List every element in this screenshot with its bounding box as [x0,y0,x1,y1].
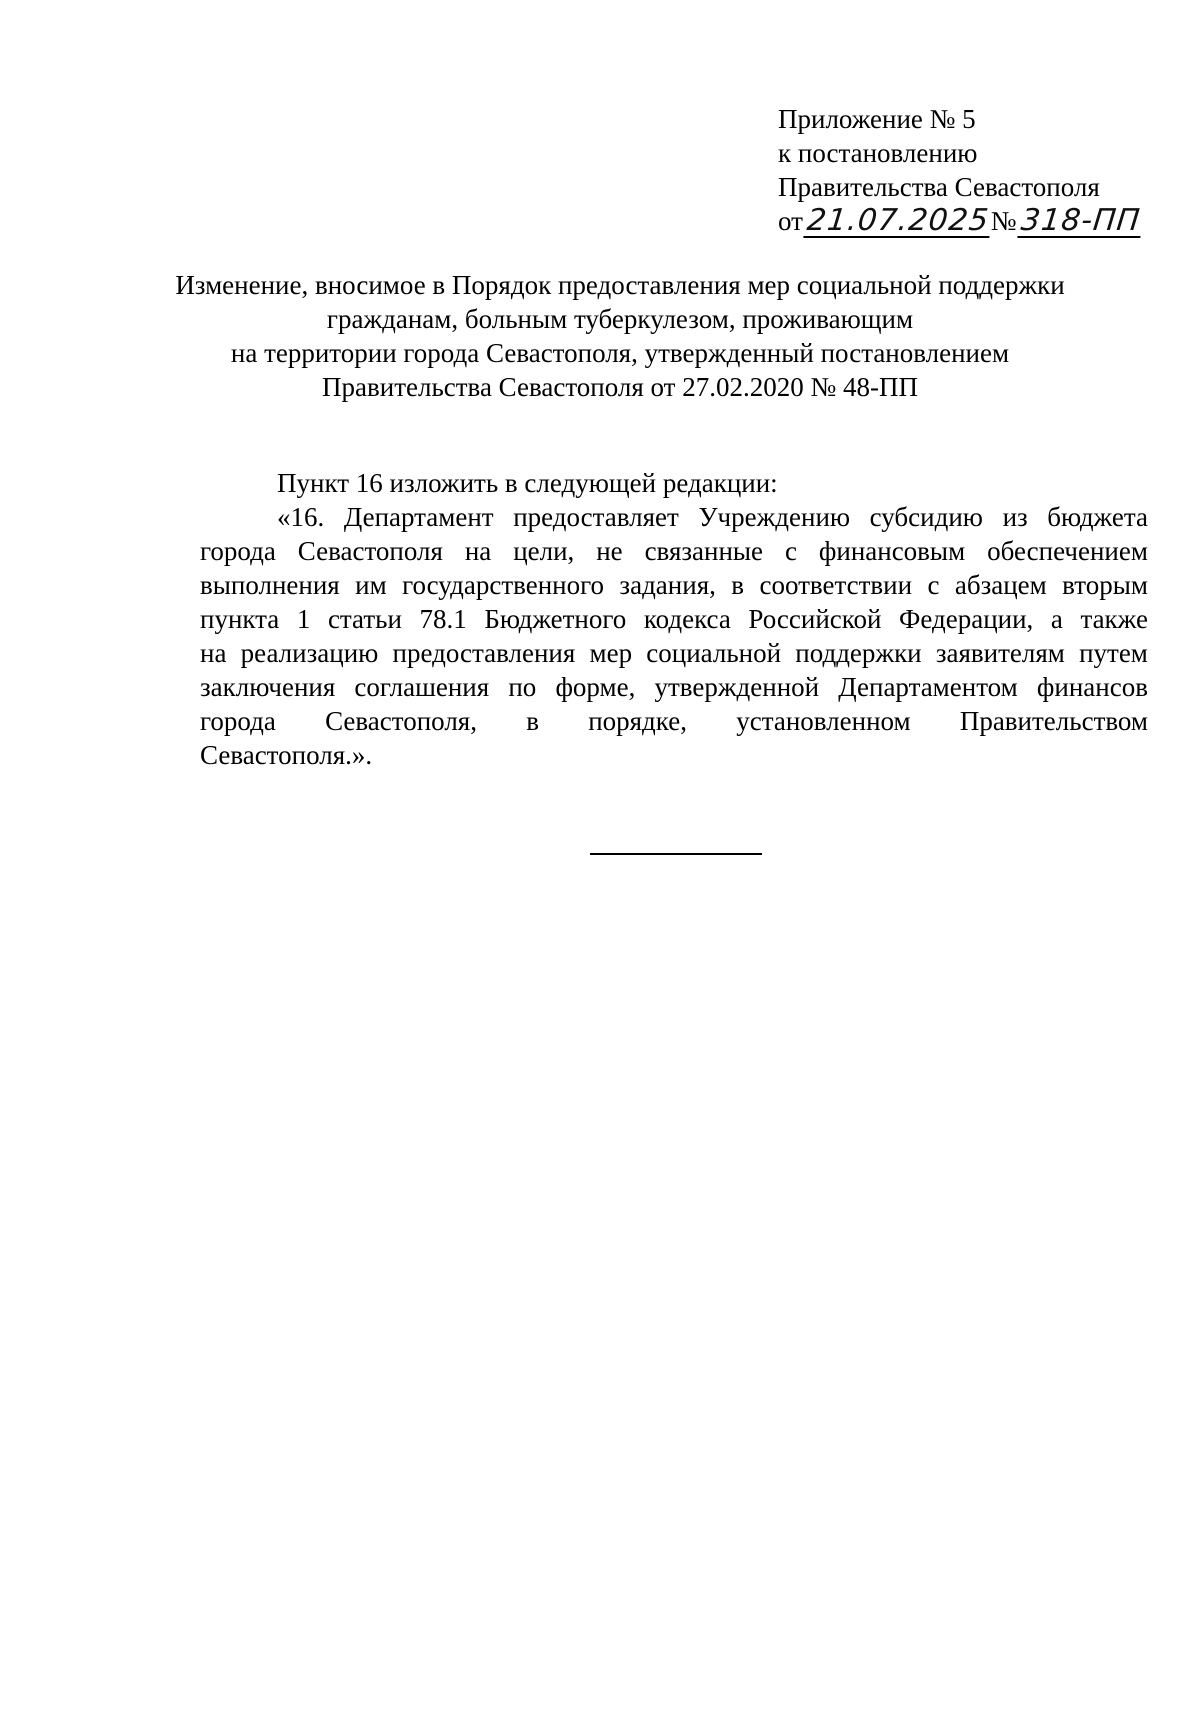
annex-reference: к постановлению [778,138,978,168]
word: с [784,536,797,566]
document-title [120,268,1120,404]
word: с [927,570,940,600]
word: субсидию [869,502,983,532]
word: порядке, [588,706,687,736]
word: заключения [200,672,336,702]
paragraph-line [200,534,1148,568]
word: мер [589,638,633,668]
word: города [200,536,276,566]
word: Департаментом [838,672,1018,702]
word: Российской [748,604,882,634]
annex-issuer: Правительства Севастополя [778,172,1100,202]
annex-date-number-line [778,203,1142,238]
word: государственного [402,570,604,600]
word: в [731,570,745,600]
paragraph-line [200,670,1148,704]
word: выполнения [200,570,340,600]
word: заявителям [935,638,1065,668]
word: а [1050,604,1063,634]
word: Департамент [343,502,494,532]
word: Учреждению [698,502,851,532]
word: связанные [644,536,764,566]
handwritten-number: 318-ПП [1018,203,1142,238]
word: Севастополя, [325,706,477,736]
paragraph-line: Севастополя.». [200,740,373,770]
word: им [355,570,387,600]
word: 78.1 [419,604,467,634]
word: задания, [619,570,716,600]
word: пункта [200,604,280,634]
word: бюджета [1047,502,1148,532]
word: цели, [513,536,575,566]
paragraph-line [200,602,1148,636]
paragraph-line [200,568,1148,602]
word: города [200,706,276,736]
word: утвержденной [654,672,820,702]
word: соглашения [354,672,490,702]
paragraph-line [200,500,1148,534]
end-divider-line [590,853,762,855]
annex-block [778,102,1142,238]
word: предоставляет [513,502,679,532]
word: Бюджетного [484,604,627,634]
word: вторым [1062,570,1148,600]
word: из [1002,502,1028,532]
word: абзацем [954,570,1047,600]
word: на [464,536,492,566]
word: Федерации, [899,604,1034,634]
word: поддержки [795,638,922,668]
amendment-intro: Пункт 16 изложить в следующей редакции: [277,468,778,498]
number-prefix: № [990,206,1017,236]
word: финансовым [818,536,966,566]
word: предоставления [392,638,576,668]
word: социальной [646,638,782,668]
date-prefix: от [778,206,803,236]
word: также [1080,604,1148,634]
word: «16. [277,502,325,532]
paragraph-line [200,636,1148,670]
word: Севастополя [297,536,443,566]
word: в [526,706,539,736]
word: 1 [296,604,311,634]
title-line-3: на территории города Севастополя, утвержденный постановлением [230,338,1010,368]
paragraph-line [200,704,1148,738]
word: установленном [736,706,911,736]
word: обеспечением [987,536,1148,566]
word: форме, [555,672,636,702]
word: по [508,672,537,702]
title-line-1: Изменение, вносимое в Порядок предоставления мер социальной поддержки [175,270,1065,300]
amendment-text [200,500,1148,772]
word: реализацию [240,638,379,668]
word: кодекса [643,604,731,634]
word: на [200,638,227,668]
title-line-4: Правительства Севастополя от 27.02.2020 № 48-ПП [322,372,918,402]
word: путем [1079,638,1148,668]
word: статьи [327,604,402,634]
word: Правительством [959,706,1148,736]
annex-title: Приложение № 5 [778,104,976,134]
word: финансов [1036,672,1148,702]
word: соответствии [759,570,913,600]
title-line-2: гражданам, больным туберкулезом, проживающим [326,304,914,334]
handwritten-date: 21.07.2025 [805,203,991,238]
word: не [596,536,623,566]
